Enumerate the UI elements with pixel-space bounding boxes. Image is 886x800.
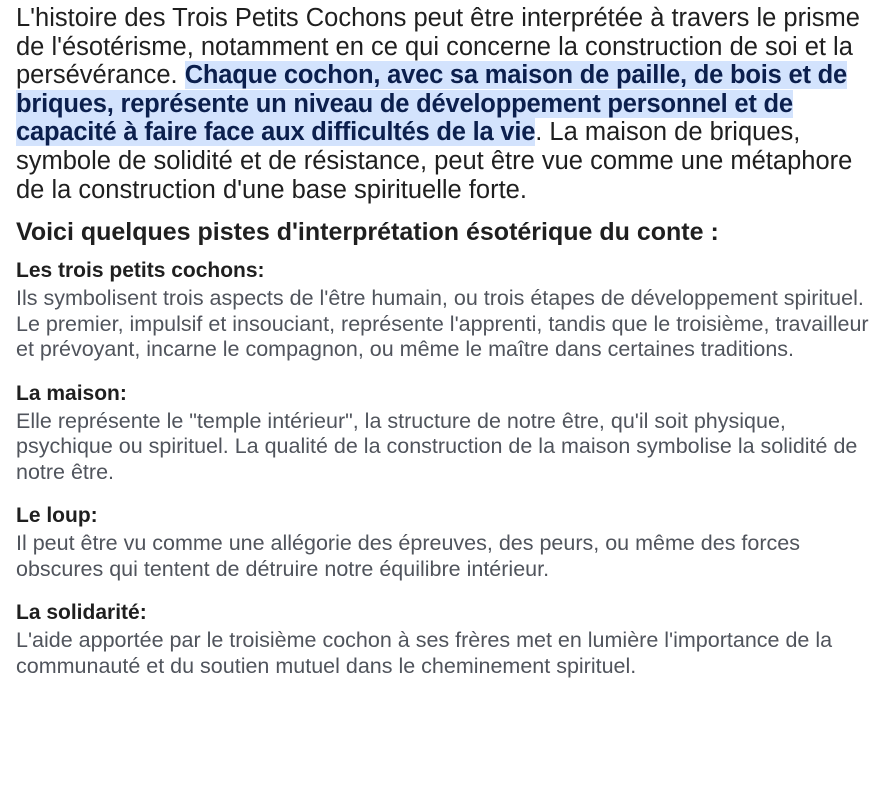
list-item-house	[16, 381, 872, 486]
list-item-body: Ils symbolisent trois aspects de l'être humain, ou trois étapes de développement spirituel. Le premier, impulsif et insouciant, représente l'apprenti, tandis que le troisième, travailleur et prévoyant, incarne le compagnon, ou même le maître dans certaines traditions.	[16, 286, 869, 362]
section-heading: Voici quelques pistes d'interprétation ésotérique du conte :	[16, 218, 719, 247]
list-item-title: Les trois petits cochons:	[16, 259, 265, 283]
list-item-title: Le loup:	[16, 504, 98, 528]
intro-text-end: . La maison de briques, symbole de solidité et de résistance, peut être vue comme une métaphore de la construction d'une base spirituelle forte.	[16, 118, 853, 204]
list-item-title: La maison:	[16, 381, 127, 405]
list-item-body: L'aide apportée par le troisième cochon à ses frères met en lumière l'importance de la communauté et du soutien mutuel dans le cheminement spirituel.	[16, 628, 833, 678]
list-item-solidarity	[16, 600, 872, 679]
list-item-pigs	[16, 258, 872, 363]
list-item-title: La solidarité:	[16, 601, 147, 625]
intro-paragraph[interactable]	[16, 0, 872, 204]
selected-text-highlight[interactable]: Chaque cochon, avec sa maison de paille, de bois et de briques, représente un niveau de développement personnel et de capacité à faire face aux difficultés de la vie	[16, 61, 848, 147]
list-item-body: Elle représente le "temple intérieur", la structure de notre être, qu'il soit physique, psychique ou spirituel. La qualité de la construction de la maison symbolise la solidité de notre être.	[16, 408, 858, 484]
list-item-wolf	[16, 503, 872, 582]
intro-text-start: L'histoire des Trois Petits Cochons peut être interprétée à travers le prisme de l'ésotérisme, notamment en ce qui concerne la construction de soi et la persévérance.	[16, 4, 860, 90]
list-item-body: Il peut être vu comme une allégorie des épreuves, des peurs, ou même des forces obscures qui tentent de détruire notre équilibre intérieur.	[16, 531, 800, 581]
